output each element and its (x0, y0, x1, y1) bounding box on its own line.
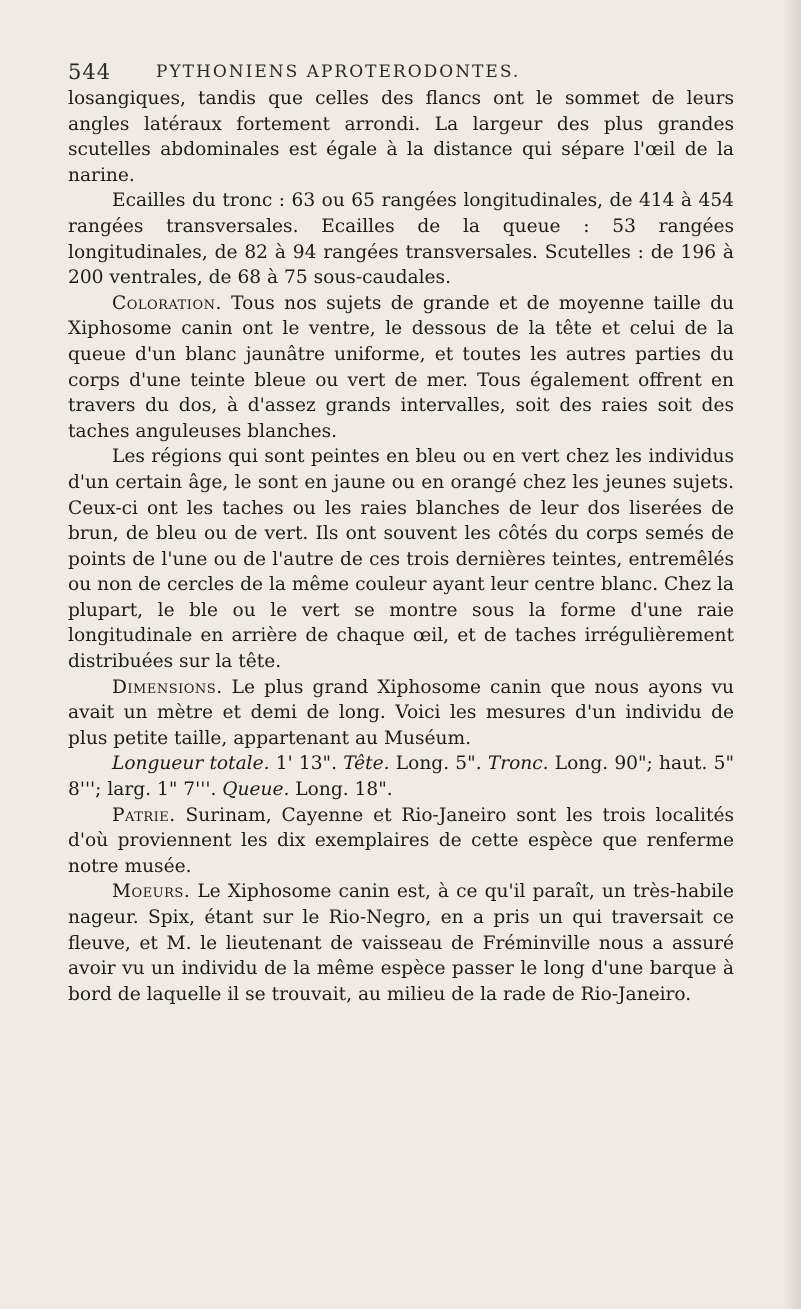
patrie-text: Surinam, Cayenne et Rio-Janeiro sont les trois localités d'où proviennent les dix exemplaires de cette espèce que renferme notre musée. (68, 804, 734, 877)
section-label-dimensions: Dimensions. (112, 676, 223, 698)
moeurs-text: Le Xiphosome canin est, à ce qu'il paraît, un très-habile nageur. Spix, étant sur le Rio-Negro, en a pris un qui traversait ce fleuve, et M. le lieutenant de vaisseau de Fréminville nous a assuré avoir vu un individu de la même espèce passer le long d'une barque à bord de laquelle il se trouvait, au milieu de la rade de Rio-Janeiro. (68, 881, 734, 1005)
measure-value-trunk: Long. 90"; haut. 5" 8'''; larg. 1" 7'''. (68, 753, 735, 801)
paragraph-juvenile-coloration: Les régions qui sont peintes en bleu ou en vert chez les individus d'un certain âge, le sont en jaune ou en orangé chez les jeunes sujets. Ceux-ci ont les taches ou les raies blanches de leur dos liserées de brun, de bleu ou de vert. Ils ont souvent les côtés du corps semés de points de l'une ou de l'autre de ces trois dernières teintes, entremêlés ou non de cercles de la même couleur ayant leur centre blanc. Chez la plupart, le ble ou le vert se montre sous la forme d'une raie longitudinale en arrière de chaque œil, et de taches irrégulièrement distribuées sur la tête. (68, 446, 734, 673)
measure-value-head: Long. 5". (389, 753, 488, 775)
page-edge-shadow (783, 0, 801, 1309)
body-text (68, 86, 734, 1007)
paragraph-coloration (68, 291, 734, 445)
measure-value-total: 1' 13". (269, 753, 344, 775)
paragraph-dimensions (68, 675, 734, 752)
section-label-coloration: Coloration. (112, 292, 222, 314)
paragraph-moeurs (68, 879, 734, 1007)
section-label-moeurs: Moeurs. (112, 881, 191, 903)
measure-value-tail: Long. 18". (289, 779, 393, 801)
paragraph-patrie (68, 803, 734, 880)
coloration-text: Tous nos sujets de grande et de moyenne taille du Xiphosome canin ont le ventre, le dessous de la tête et celui de la queue d'un blanc jaunâtre uniforme, et toutes les autres parties du corps d'une teinte bleue ou vert de mer. Tous également offrent en travers du dos, à d'assez grands intervalles, soit des raies soit des taches anguleuses blanches. (68, 292, 734, 442)
dimensions-text: Le plus grand Xiphosome canin que nous ayons vu avait un mètre et demi de long. Voici les mesures d'un individu de plus petite taille, appartenant au Muséum. (68, 676, 734, 749)
running-head: PYTHONIENS APROTERODONTES. (156, 62, 521, 82)
section-label-patrie: Patrie. (112, 804, 176, 826)
measure-label-total: Longueur totale. (112, 753, 270, 775)
paragraph-scale-counts: Ecailles du tronc : 63 ou 65 rangées longitudinales, de 414 à 454 rangées transversales. Ecailles de la queue : 53 rangées longitudinales, de 82 à 94 rangées transversales. Scutelles : de 196 à 200 ventrales, de 68 à 75 sous-caudales. (68, 190, 734, 289)
measure-label-head: Tête. (343, 753, 390, 775)
measure-label-trunk: Tronc. (487, 753, 549, 775)
page-number: 544 (68, 60, 112, 84)
paragraph-scales-shape: losangiques, tandis que celles des flancs ont le sommet de leurs angles latéraux fortement arrondi. La largeur des plus grandes scutelles abdominales est égale à la distance qui sépare l'œil de la narine. (68, 88, 734, 186)
measure-label-tail: Queue. (222, 779, 290, 801)
paragraph-measurements (68, 751, 734, 802)
